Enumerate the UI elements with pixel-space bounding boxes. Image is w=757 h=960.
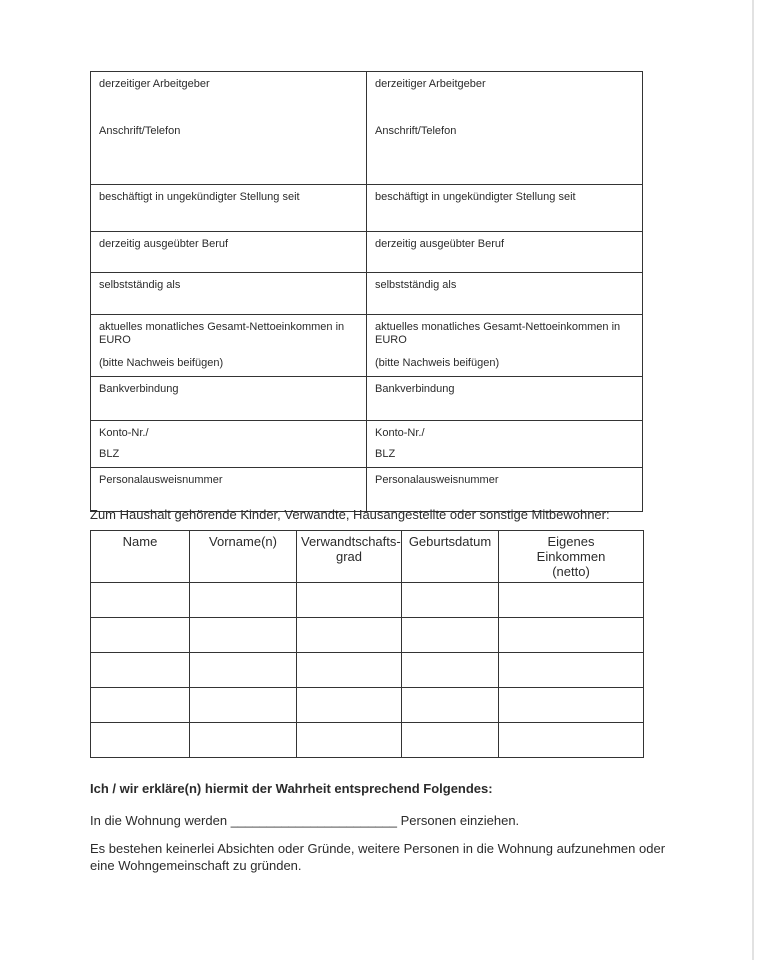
column-header-label: Eigenes (547, 534, 595, 549)
column-header-vorname (190, 531, 297, 583)
employment-row-nettoeinkommen (91, 315, 643, 377)
household-empty-cell (402, 583, 499, 618)
household-table-header-row (91, 531, 644, 583)
employment-row-bankverbindung (91, 377, 643, 421)
household-empty-cell (499, 688, 644, 723)
field-label-nettoeinkommen: aktuelles monatliches Gesamt-Nettoeinkommen in EURO (375, 321, 621, 346)
field-cell-nettoeinkommen-1 (91, 315, 367, 377)
household-empty-cell (190, 618, 297, 653)
household-empty-cell (297, 688, 402, 723)
field-label-beruf: derzeitig ausgeübter Beruf (375, 238, 505, 250)
field-label-arbeitgeber: derzeitiger Arbeitgeber (99, 78, 210, 90)
field-cell-beruf-1 (91, 232, 367, 273)
field-cell-bankverbindung-2 (367, 377, 643, 421)
column-header-verwandtschaftsgrad (297, 531, 402, 583)
field-cell-konto-2 (367, 421, 643, 468)
field-label-selbststaendig: selbstständig als (99, 279, 181, 291)
field-cell-selbststaendig-2 (367, 273, 643, 315)
household-empty-cell (91, 618, 190, 653)
field-label-konto-nr: Konto-Nr./ (375, 427, 425, 439)
household-table-empty-row (91, 583, 644, 618)
field-cell-stellung-seit-1 (91, 185, 367, 232)
column-header-label: Verwandtschafts- (301, 534, 401, 549)
field-cell-arbeitgeber-2 (367, 72, 643, 185)
column-header-label: Name (122, 534, 158, 549)
household-empty-cell (402, 618, 499, 653)
field-label-arbeitgeber: derzeitiger Arbeitgeber (375, 78, 486, 90)
household-empty-cell (91, 653, 190, 688)
field-label-stellung-seit: beschäftigt in ungekündigter Stellung seit (375, 191, 576, 203)
field-label-konto-nr: Konto-Nr./ (99, 427, 149, 439)
field-cell-bankverbindung-1 (91, 377, 367, 421)
household-section-caption: Zum Haushalt gehörende Kinder, Verwandte, Hausangestellte oder sonstige Mitbewohner: (90, 507, 610, 522)
field-label-bankverbindung: Bankverbindung (375, 383, 455, 395)
employment-table (90, 71, 643, 512)
field-cell-nettoeinkommen-2 (367, 315, 643, 377)
field-label-anschrift-telefon: Anschrift/Telefon (99, 125, 181, 137)
employment-row-stellung-seit (91, 185, 643, 232)
field-cell-arbeitgeber-1 (91, 72, 367, 185)
employment-row-konto (91, 421, 643, 468)
column-header-label: Einkommen (536, 549, 606, 564)
field-label-personalausweis: Personalausweisnummer (375, 474, 499, 486)
household-empty-cell (499, 618, 644, 653)
column-header-label: Vorname(n) (209, 534, 277, 549)
field-label-personalausweis: Personalausweisnummer (99, 474, 223, 486)
household-empty-cell (297, 723, 402, 758)
fill-in-blank-line: _______________________ (230, 813, 397, 828)
field-label-blz: BLZ (99, 448, 120, 460)
column-header-label: (netto) (552, 564, 590, 579)
household-table (90, 530, 644, 758)
household-empty-cell (297, 583, 402, 618)
field-label-selbststaendig: selbstständig als (375, 279, 457, 291)
household-empty-cell (190, 653, 297, 688)
employment-row-selbststaendig (91, 273, 643, 315)
household-empty-cell (297, 653, 402, 688)
household-empty-cell (402, 723, 499, 758)
column-header-geburtsdatum (402, 531, 499, 583)
field-cell-personalausweis-2 (367, 468, 643, 512)
household-table-empty-row (91, 653, 644, 688)
column-header-label: Geburtsdatum (408, 534, 492, 549)
field-label-stellung-seit: beschäftigt in ungekündigter Stellung seit (99, 191, 300, 203)
field-label-nachweis: (bitte Nachweis beifügen) (99, 357, 224, 369)
field-label-nettoeinkommen: aktuelles monatliches Gesamt-Nettoeinkommen in EURO (99, 321, 345, 346)
field-cell-stellung-seit-2 (367, 185, 643, 232)
declaration-no-additional-persons: Es bestehen keinerlei Absichten oder Gründe, weitere Personen in die Wohnung aufzunehmen oder eine Wohngemeinschaft zu gründen. (90, 841, 666, 873)
field-label-anschrift-telefon: Anschrift/Telefon (375, 125, 457, 137)
field-label-blz: BLZ (375, 448, 396, 460)
employment-row-arbeitgeber (91, 72, 643, 185)
employment-row-personalausweis (91, 468, 643, 512)
household-empty-cell (190, 723, 297, 758)
field-label-bankverbindung: Bankverbindung (99, 383, 179, 395)
household-empty-cell (91, 723, 190, 758)
household-empty-cell (297, 618, 402, 653)
field-cell-selbststaendig-1 (91, 273, 367, 315)
field-cell-beruf-2 (367, 232, 643, 273)
household-empty-cell (91, 688, 190, 723)
move-in-suffix: Personen einziehen. (400, 813, 520, 828)
household-empty-cell (190, 688, 297, 723)
household-table-empty-row (91, 688, 644, 723)
field-cell-personalausweis-1 (91, 468, 367, 512)
move-in-prefix: In die Wohnung werden (90, 813, 228, 828)
household-empty-cell (402, 688, 499, 723)
field-label-beruf: derzeitig ausgeübter Beruf (99, 238, 229, 250)
declaration-heading: Ich / wir erkläre(n) hiermit der Wahrheit entsprechend Folgendes: (90, 781, 493, 796)
field-cell-konto-1 (91, 421, 367, 468)
page-right-edge (752, 0, 754, 960)
household-empty-cell (402, 653, 499, 688)
household-empty-cell (499, 583, 644, 618)
household-empty-cell (91, 583, 190, 618)
employment-row-beruf (91, 232, 643, 273)
column-header-eigenes-einkommen (499, 531, 644, 583)
household-table-empty-row (91, 618, 644, 653)
declaration-move-in-line (90, 813, 519, 829)
household-empty-cell (190, 583, 297, 618)
household-table-empty-row (91, 723, 644, 758)
field-label-nachweis: (bitte Nachweis beifügen) (375, 357, 500, 369)
column-header-label: grad (335, 549, 363, 564)
household-empty-cell (499, 653, 644, 688)
column-header-name (91, 531, 190, 583)
household-empty-cell (499, 723, 644, 758)
